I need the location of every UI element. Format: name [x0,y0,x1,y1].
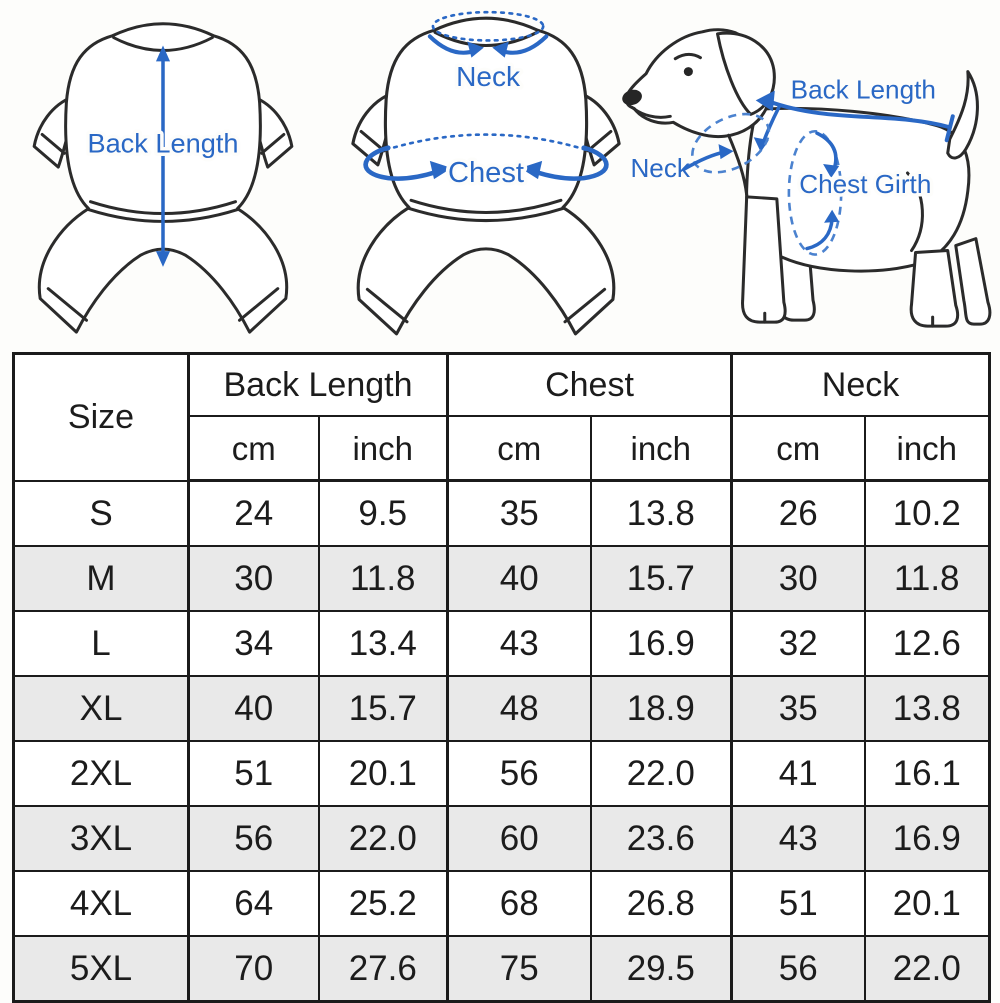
neck-pointer-curve [684,152,724,169]
value-cell: 26.8 [591,871,732,936]
value-cell: 13.4 [319,611,448,676]
value-cell: 60 [448,806,591,871]
size-column-header: Size [14,354,189,481]
value-cell: 43 [732,806,865,871]
table-row-m [14,546,990,611]
value-cell: 27.6 [319,936,448,1002]
dog-hind-far-leg [956,239,990,325]
garment-front-view-figure [330,0,642,344]
size-cell: XL [14,676,189,741]
dog-front-near-leg [743,197,786,322]
value-cell: 56 [732,936,865,1002]
value-cell: 13.8 [865,676,990,741]
garment-back-view-figure [12,6,314,342]
size-cell: M [14,546,189,611]
value-cell: 11.8 [865,546,990,611]
size-cell: 3XL [14,806,189,871]
table-row-3xl [14,806,990,871]
neck-pointer-head-icon [719,144,734,159]
dog-back-length-label: Back Length [790,74,936,105]
value-cell: 56 [448,741,591,806]
value-cell: 51 [732,871,865,936]
table-row-xl [14,676,990,741]
value-cell: 68 [448,871,591,936]
value-cell: 18.9 [591,676,732,741]
unit-header-cm: cm [189,416,319,481]
garment-neck-chest-illustration [330,0,642,344]
value-cell: 34 [189,611,319,676]
dog-eye [684,67,693,76]
garment-back-illustration [12,6,314,342]
unit-header-cm: cm [732,416,865,481]
dog-illustration [618,2,1000,345]
value-cell: 10.2 [865,481,990,547]
value-cell: 75 [448,936,591,1002]
value-cell: 26 [732,481,865,547]
value-cell: 20.1 [865,871,990,936]
neck-label: Neck [456,61,521,92]
size-chart-table [12,352,991,1003]
group-header-back-length: Back Length [189,354,448,417]
value-cell: 16.9 [591,611,732,676]
value-cell: 48 [448,676,591,741]
value-cell: 12.6 [865,611,990,676]
value-cell: 32 [732,611,865,676]
group-header-neck: Neck [732,354,990,417]
value-cell: 35 [448,481,591,547]
group-header-row [14,354,990,417]
value-cell: 30 [189,546,319,611]
unit-header-inch: inch [591,416,732,481]
value-cell: 56 [189,806,319,871]
value-cell: 35 [732,676,865,741]
value-cell: 9.5 [319,481,448,547]
value-cell: 25.2 [319,871,448,936]
value-cell: 23.6 [591,806,732,871]
value-cell: 15.7 [319,676,448,741]
value-cell: 15.7 [591,546,732,611]
value-cell: 20.1 [319,741,448,806]
table-row-s [14,481,990,547]
chest-label: Chest [447,157,525,190]
dog-neck-label: Neck [630,153,690,183]
value-cell: 22.0 [319,806,448,871]
table-row-4xl [14,871,990,936]
unit-header-inch: inch [865,416,990,481]
value-cell: 51 [189,741,319,806]
table-row-5xl [14,936,990,1002]
value-cell: 16.9 [865,806,990,871]
value-cell: 41 [732,741,865,806]
value-cell: 30 [732,546,865,611]
value-cell: 11.8 [319,546,448,611]
dog-measurement-figure [618,2,1000,345]
size-cell: 4XL [14,871,189,936]
value-cell: 16.1 [865,741,990,806]
value-cell: 22.0 [591,741,732,806]
size-cell: S [14,481,189,547]
value-cell: 13.8 [591,481,732,547]
dog-chest-front-line [729,135,747,195]
value-cell: 24 [189,481,319,547]
value-cell: 40 [448,546,591,611]
group-header-chest: Chest [448,354,732,417]
value-cell: 64 [189,871,319,936]
value-cell: 40 [189,676,319,741]
dog-hind-near-leg [911,251,957,327]
back-length-label: Back Length [87,128,239,159]
table-row-l [14,611,990,676]
value-cell: 70 [189,936,319,1002]
unit-header-inch: inch [319,416,448,481]
value-cell: 29.5 [591,936,732,1002]
size-cell: 2XL [14,741,189,806]
value-cell: 22.0 [865,936,990,1002]
size-cell: L [14,611,189,676]
size-cell: 5XL [14,936,189,1002]
arrow-down-icon [156,251,170,267]
value-cell: 43 [448,611,591,676]
dog-chest-girth-label: Chest Girth [799,169,932,199]
unit-header-cm: cm [448,416,591,481]
table-row-2xl [14,741,990,806]
